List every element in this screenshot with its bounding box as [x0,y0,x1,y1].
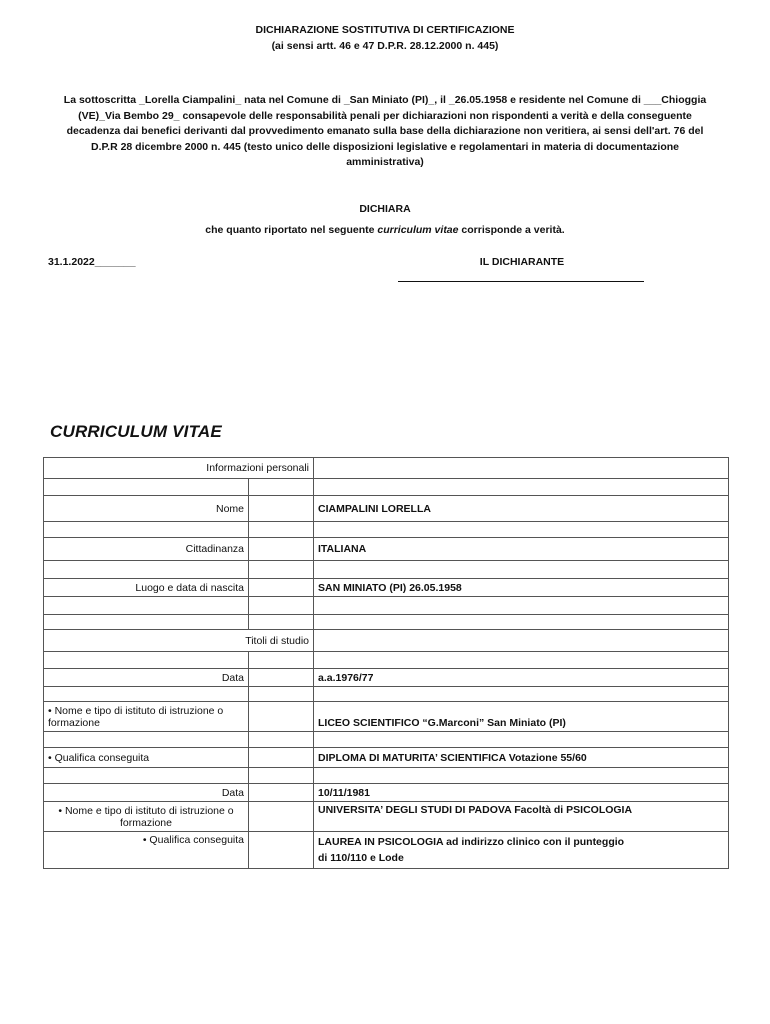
statement-after: corrisponde a verità. [458,224,565,236]
table-row [44,496,729,522]
study1-qualification-label: • Qualifica conseguita [44,748,249,768]
signer-label: IL DICHIARANTE [479,256,565,268]
declaration-heading: DICHIARA [359,203,411,215]
table-row [44,579,729,597]
table-row [44,561,729,579]
cv-table [43,457,729,869]
study2-institute-value: UNIVERSITA’ DEGLI STUDI DI PADOVA Facoltà di PSICOLOGIA [314,802,729,832]
study2-institute-label: • Nome e tipo di istituto di istruzione o formazione [44,802,249,832]
study2-qualification-value [314,832,729,869]
table-row [44,615,729,630]
statement-before: che quanto riportato nel seguente [205,224,378,236]
declaration-paragraph: La sottoscritta _Lorella Ciampalini_ nata nel Comune di _San Miniato (PI)_, il _26.05.1958 e residente nel Comune di ___Chioggia (VE)_Via Bembo 29_ consapevole delle responsabilità penali per dichiarazioni non rispondenti a verità e della conseguente decadenza dai benefici derivanti dal provvedimento emanato sulla base della dichiarazione non veritiera, ai sensi dell'art. 76 del D.P.R 28 dicembre 2000 n. 445 (testo unico delle disposizioni legislative e regolamentari in materia di documentazione amministrativa) [63,94,707,169]
citizenship-value: ITALIANA [314,538,729,561]
study1-date-value: a.a.1976/77 [314,669,729,687]
personal-info-heading: Informazioni personali [44,458,314,479]
citizenship-label: Cittadinanza [44,538,249,561]
name-label: Nome [44,496,249,522]
studies-heading: Titoli di studio [44,630,314,652]
table-row [44,687,729,702]
table-row [44,802,729,832]
table-row [44,748,729,768]
document-title: DICHIARAZIONE SOSTITUTIVA DI CERTIFICAZIONE [255,24,515,36]
study2-qualification-label: • Qualifica conseguita [44,832,249,869]
table-row [44,652,729,669]
qualification-line-2: di 110/110 e Lode [318,852,404,864]
table-row [44,630,729,652]
document-subtitle: (ai sensi artt. 46 e 47 D.P.R. 28.12.2000 n. 445) [271,40,499,52]
table-row [44,832,729,869]
table-row [44,669,729,687]
qualification-line-1: LAUREA IN PSICOLOGIA ad indirizzo clinico con il punteggio [318,836,625,848]
table-row [44,458,729,479]
table-row [44,597,729,615]
table-row [44,702,729,732]
study1-institute-value: LICEO SCIENTIFICO “G.Marconi” San Miniato (PI) [314,702,729,732]
name-value: CIAMPALINI LORELLA [314,496,729,522]
table-row [44,479,729,496]
table-row [44,538,729,561]
study2-date-label: Data [44,784,249,802]
study1-date-label: Data [44,669,249,687]
table-row [44,768,729,784]
study2-date-value: 10/11/1981 [314,784,729,802]
table-row [44,732,729,748]
birth-label: Luogo e data di nascita [44,579,249,597]
study1-qualification-value: DIPLOMA DI MATURITA’ SCIENTIFICA Votazione 55/60 [314,748,729,768]
declaration-statement [0,224,770,236]
study1-institute-label: • Nome e tipo di istituto di istruzione o formazione [44,702,249,732]
signature-line [398,281,644,282]
table-row [44,784,729,802]
birth-value: SAN MINIATO (PI) 26.05.1958 [314,579,729,597]
statement-emphasis: curriculum vitae [377,224,459,236]
cv-title: CURRICULUM VITAE [50,422,222,441]
declaration-date: 31.1.2022_______ [48,256,136,268]
table-row [44,522,729,538]
